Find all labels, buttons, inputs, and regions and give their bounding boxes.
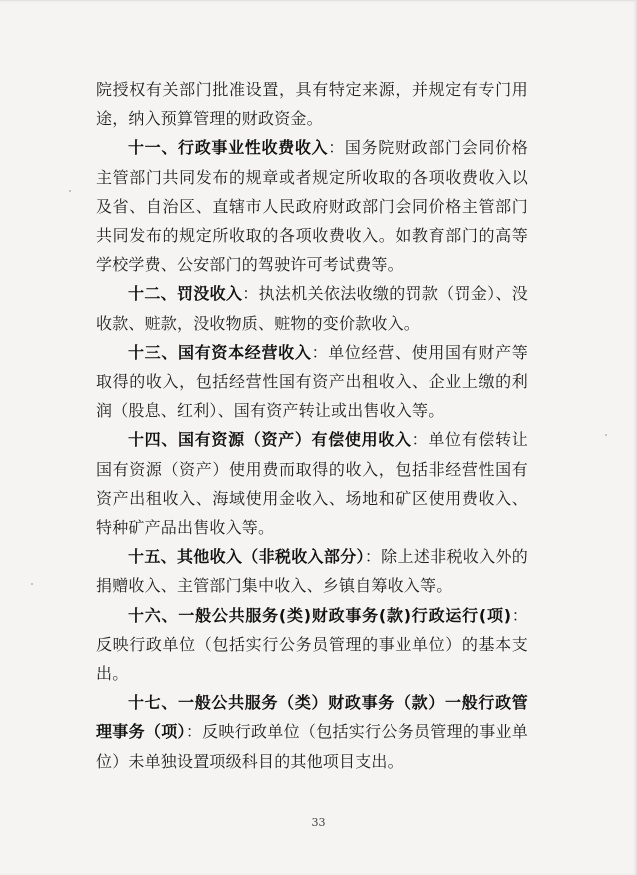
paragraph-item-13 [96,338,528,426]
paragraph-text: ：反映行政单位（包括实行公务员管理的事业单位）未单独设置项级科目的其他项目支出。 [96,722,529,771]
paragraph-continuation [96,75,528,133]
paragraph-term: 十七、一般公共服务（类）财政事务（款）一般行政管理事务（项） [96,693,528,742]
paragraph-text: 院授权有关部门批准设置，具有特定来源，并规定有专门用途，纳入预算管理的财政资金。 [96,80,528,129]
paragraph-text: ：单位有偿转让国有资源（资产）使用费而取得的收入，包括非经营性国有资产出租收入、海域使用金收入、场地和矿区使用费收入、特种矿产品出售收入等。 [96,430,528,538]
paragraph-text: ：反映行政单位（包括实行公务员管理的事业单位）的基本支出。 [96,605,529,684]
paragraph-term: 十二、罚没收入 [128,284,243,304]
paragraph-term: 十五、其他收入（非税收入部分） [128,547,365,567]
paragraph-item-16 [96,601,528,689]
paragraph-term: 十六、一般公共服务(类)财政事务(款)行政运行(项) [128,605,512,625]
scan-speck [605,434,607,436]
paragraph-term: 十四、国有资源（资产）有偿使用收入 [128,430,412,450]
paragraph-item-15 [96,542,528,600]
paragraph-item-11 [96,133,528,279]
scan-speck [69,190,71,192]
paragraph-text: ：除上述非税收入外的捐赠收入、主管部门集中收入、乡镇自筹收入等。 [96,547,528,596]
paragraph-item-12 [96,279,528,337]
paragraph-term: 十一、行政事业性收费收入 [128,138,329,158]
paragraph-text: ：执法机关依法收缴的罚款（罚金）、没收款、赃款，没收物质、赃物的变价款收入。 [96,284,528,333]
paragraph-text: ：单位经营、使用国有财产等取得的收入，包括经营性国有资产出租收入、企业上缴的利润（股息、红利）、国有资产转让或出售收入等。 [96,342,528,421]
paragraph-item-17 [96,688,528,776]
paragraph-item-14 [96,425,528,542]
paragraph-term: 十三、国有资本经营收入 [128,342,312,362]
page-number: 33 [311,816,326,829]
scan-speck [31,583,33,585]
paragraph-text: ：国务院财政部门会同价格主管部门共同发布的规章或者规定所收取的各项收费收入以及省、自治区、直辖市人民政府财政部门会同价格主管部门共同发布的规定所收取的各项收费收入。如教育部门的高等学校学费、公安部门的驾驶许可考试费等。 [96,138,529,275]
page-body [96,75,528,776]
